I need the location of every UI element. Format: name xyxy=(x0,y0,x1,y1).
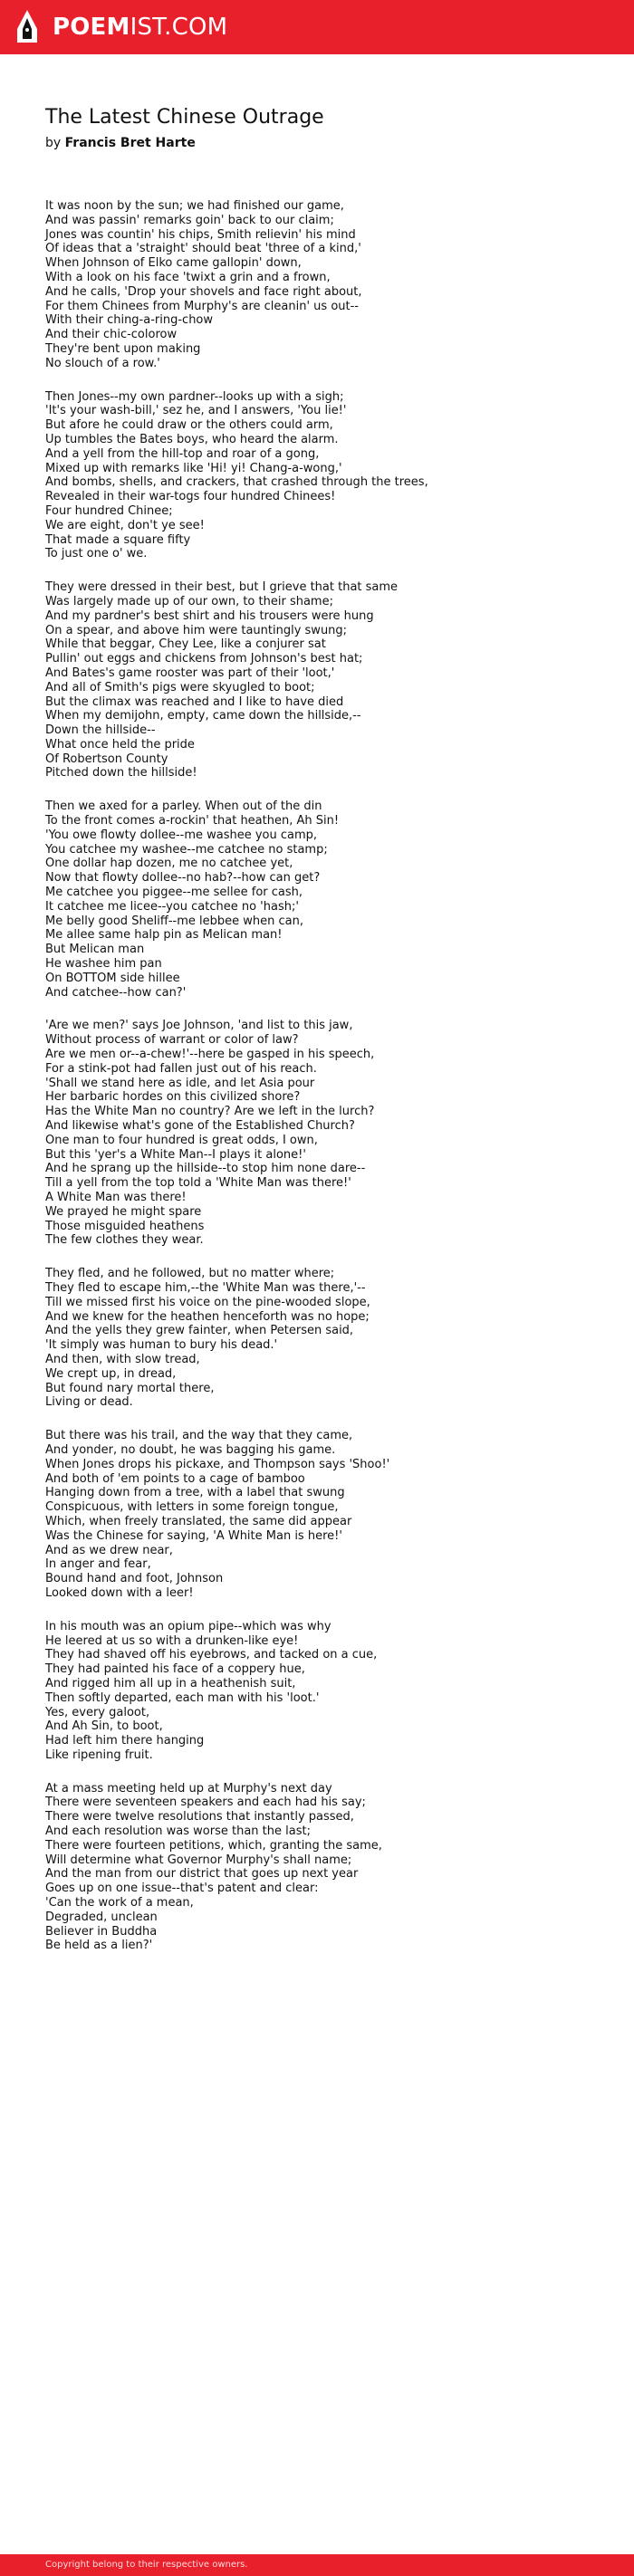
logo-regular-text: IST.COM xyxy=(130,14,228,41)
poem-line: On BOTTOM side hillee xyxy=(45,971,180,985)
poem-line: Degraded, unclean xyxy=(45,1910,158,1924)
poem-line: They had painted his face of a coppery hue, xyxy=(45,1662,305,1677)
poem-line: On a spear, and above him were tauntingly swung; xyxy=(45,623,348,637)
poem-line: And we knew for the heathen henceforth was no hope; xyxy=(45,1309,370,1324)
poem-line: There were fourteen petitions, which, granting the same, xyxy=(45,1838,382,1853)
poem-line: Till we missed first his voice on the pine-wooded slope, xyxy=(45,1295,370,1309)
poem-line: But found nary mortal there, xyxy=(45,1381,215,1395)
poem-line: Yes, every galoot, xyxy=(45,1705,150,1719)
site-logo[interactable] xyxy=(53,13,227,42)
poem-line: The few clothes they wear. xyxy=(45,1233,204,1248)
poem-line: 'It's your wash-bill,' sez he, and I answers, 'You lie!' xyxy=(45,404,347,418)
stanza xyxy=(45,1620,607,1763)
poem-line: Will determine what Governor Murphy's shall name; xyxy=(45,1853,352,1867)
site-header xyxy=(0,0,634,54)
poem-line: We crept up, in dread, xyxy=(45,1366,177,1381)
poem-line: Down the hillside-- xyxy=(45,723,156,738)
pen-nib-icon[interactable] xyxy=(16,9,38,43)
poem-line: They were dressed in their best, but I grieve that that same xyxy=(45,580,399,595)
poem-line: And all of Smith's pigs were skyugled to boot; xyxy=(45,680,315,694)
poem-line: Pullin' out eggs and chickens from Johnson's best hat; xyxy=(45,652,363,666)
poem-body xyxy=(45,199,607,1972)
poem-line: Believer in Buddha xyxy=(45,1924,158,1939)
poem-line: And Ah Sin, to boot, xyxy=(45,1719,163,1734)
poem-line: Bound hand and foot, Johnson xyxy=(45,1572,224,1586)
poem-line: And rigged him all up in a heathenish suit, xyxy=(45,1676,296,1690)
poem-line: He washee him pan xyxy=(45,957,162,972)
poem-line: With a look on his face 'twixt a grin and a frown, xyxy=(45,270,331,284)
poem-line: 'Can the work of a mean, xyxy=(45,1896,194,1910)
poem-line: Be held as a lien?' xyxy=(45,1939,153,1953)
poem-line: It was noon by the sun; we had finished our game, xyxy=(45,199,344,213)
poem-line: Are we men or--a-chew!'--here be gasped in his speech, xyxy=(45,1048,375,1062)
poem-line: And then, with slow tread, xyxy=(45,1352,200,1366)
poem-line: When Johnson of Elko came gallopin' down, xyxy=(45,256,302,271)
poem-line: And bombs, shells, and crackers, that crashed through the trees, xyxy=(45,475,428,490)
poem-line: Had left him there hanging xyxy=(45,1734,205,1748)
poem-line: He leered at us so with a drunken-like eye! xyxy=(45,1633,299,1648)
stanza xyxy=(45,1782,607,1954)
poem-line: But afore he could draw or the others could arm, xyxy=(45,418,333,433)
poem-line: Then softly departed, each man with his 'loot.' xyxy=(45,1690,320,1705)
poem-line: That made a square fifty xyxy=(45,532,191,547)
poem-line: For a stink-pot had fallen just out of his reach. xyxy=(45,1061,317,1076)
by-label: by xyxy=(45,136,62,150)
poem-line: Conspicuous, with letters in some foreign tongue, xyxy=(45,1500,339,1515)
poem-line: Looked down with a leer! xyxy=(45,1585,194,1600)
poem-line: And as we drew near, xyxy=(45,1543,173,1557)
poem-line: Without process of warrant or color of law? xyxy=(45,1033,299,1048)
poem-line: To just one o' we. xyxy=(45,547,148,561)
poem-line: They had shaved off his eyebrows, and tacked on a cue, xyxy=(45,1648,378,1662)
poem-line: A White Man was there! xyxy=(45,1191,187,1204)
poem-line: In his mouth was an opium pipe--which was why xyxy=(45,1619,331,1633)
poem-line: 'Shall we stand here as idle, and let Asia pour xyxy=(45,1076,315,1090)
author-link[interactable]: Francis Bret Harte xyxy=(64,136,196,150)
poem-line: And their chic-colorow xyxy=(45,328,178,342)
byline xyxy=(45,135,196,151)
poem-title: The Latest Chinese Outrage xyxy=(45,106,324,129)
poem-line: Her barbaric hordes on this civilized shore? xyxy=(45,1090,301,1105)
poem-line: Pitched down the hillside! xyxy=(45,766,197,780)
poem-line: And likewise what's gone of the Established Church? xyxy=(45,1119,355,1134)
poem-line: Which, when freely translated, the same did appear xyxy=(45,1514,352,1528)
poem-line: Then Jones--my own pardner--looks up with a sigh; xyxy=(45,389,344,404)
poem-line: Me allee same halp pin as Melican man! xyxy=(45,928,283,943)
poem-line: Revealed in their war-togs four hundred Chinees! xyxy=(45,490,336,504)
poem-line: To the front comes a-rockin' that heathen, Ah Sin! xyxy=(45,814,340,828)
poem-line: Has the White Man no country? Are we left in the lurch? xyxy=(45,1105,375,1119)
stanza xyxy=(45,800,607,1000)
poem-line: And a yell from the hill-top and roar of a gong, xyxy=(45,446,320,461)
poem-line: When Jones drops his pickaxe, and Thompson says 'Shoo!' xyxy=(45,1457,390,1471)
poem-line: Me catchee you piggee--me sellee for cash, xyxy=(45,886,303,900)
stanza xyxy=(45,1267,607,1410)
poem-line: And my pardner's best shirt and his trousers were hung xyxy=(45,608,374,623)
poem-line: One man to four hundred is great odds, I own, xyxy=(45,1133,318,1147)
poem-line: Jones was countin' his chips, Smith relievin' his mind xyxy=(45,227,356,242)
copyright-text: Copyright belong to their respective owners. xyxy=(45,2560,248,2570)
poem-line: But this 'yer's a White Man--I plays it alone!' xyxy=(45,1147,306,1162)
stanza xyxy=(45,199,607,371)
poem-line: Now that flowty dollee--no hab?--how can get? xyxy=(45,871,321,886)
poem-line: What once held the pride xyxy=(45,737,195,752)
stanza xyxy=(45,1429,607,1601)
poem-line: But Melican man xyxy=(45,943,145,957)
poem-line: Me belly good Sheliff--me lebbee when can, xyxy=(45,914,304,928)
poem-line: They fled to escape him,--the 'White Man was there,'-- xyxy=(45,1280,366,1295)
stanza xyxy=(45,1019,607,1248)
poem-line: It catchee me licee--you catchee no 'hash;' xyxy=(45,899,299,914)
poem-line: Was the Chinese for saying, 'A White Man is here!' xyxy=(45,1528,342,1543)
logo-bold-text: POEM xyxy=(53,14,130,41)
poem-line: And Bates's game rooster was part of their 'loot,' xyxy=(45,666,335,680)
poem-line: Then we axed for a parley. When out of the din xyxy=(45,800,322,814)
poem-line: Hanging down from a tree, with a label that swung xyxy=(45,1486,345,1500)
poem-line: Up tumbles the Bates boys, who heard the alarm. xyxy=(45,432,339,446)
poem-line: But there was his trail, and the way that they came, xyxy=(45,1429,353,1443)
poem-line: No slouch of a row.' xyxy=(45,356,160,370)
poem-line: Of ideas that a 'straight' should beat 'three of a kind,' xyxy=(45,242,361,256)
poem-line: In anger and fear, xyxy=(45,1557,151,1572)
poem-line: One dollar hap dozen, me no catchee yet, xyxy=(45,857,293,871)
poem-line: When my demijohn, empty, came down the hillside,-- xyxy=(45,709,361,723)
poem-line: Four hundred Chinee; xyxy=(45,503,173,518)
poem-line: Mixed up with remarks like 'Hi! yi! Chang-a-wong,' xyxy=(45,461,342,475)
poem-line: And he calls, 'Drop your shovels and face right about, xyxy=(45,284,362,299)
poem-line: 'You owe flowty dollee--me washee you camp, xyxy=(45,828,318,842)
poem-line: At a mass meeting held up at Murphy's next day xyxy=(45,1781,332,1796)
poem-line: You catchee my washee--me catchee no stamp; xyxy=(45,842,328,857)
poem-line: They're bent upon making xyxy=(45,341,201,356)
poem-line: 'Are we men?' says Joe Johnson, 'and list to this jaw, xyxy=(45,1019,353,1033)
poem-line: 'It simply was human to bury his dead.' xyxy=(45,1338,278,1353)
poem-line: But the climax was reached and I like to have died xyxy=(45,694,344,709)
poem-line: We are eight, don't ye see! xyxy=(45,518,205,532)
poem-line: Like ripening fruit. xyxy=(45,1748,153,1762)
poem-line: While that beggar, Chey Lee, like a conjurer sat xyxy=(45,637,326,652)
poem-line: Living or dead. xyxy=(45,1395,133,1410)
poem-line: And each resolution was worse than the last; xyxy=(45,1824,311,1839)
site-footer xyxy=(0,2554,634,2576)
poem-line: Of Robertson County xyxy=(45,752,168,766)
stanza xyxy=(45,390,607,562)
poem-line: Till a yell from the top told a 'White Man was there!' xyxy=(45,1176,351,1191)
poem-line: And both of 'em points to a cage of bamboo xyxy=(45,1471,305,1486)
poem-line: We prayed he might spare xyxy=(45,1204,202,1219)
poem-line: There were twelve resolutions that instantly passed, xyxy=(45,1810,354,1824)
poem-line: Those misguided heathens xyxy=(45,1219,205,1233)
poem-line: Was largely made up of our own, to their shame; xyxy=(45,594,333,608)
poem-line: And was passin' remarks goin' back to our claim; xyxy=(45,213,334,227)
poem-line: And the man from our district that goes up next year xyxy=(45,1867,359,1882)
poem-line: And catchee--how can?' xyxy=(45,985,187,1000)
poem-line: There were seventeen speakers and each had his say; xyxy=(45,1796,366,1810)
stanza xyxy=(45,580,607,780)
poem-line: Goes up on one issue--that's patent and clear: xyxy=(45,1882,319,1896)
poem-line: They fled, and he followed, but no matter where; xyxy=(45,1267,335,1281)
poem-line: And the yells they grew fainter, when Petersen said, xyxy=(45,1324,354,1338)
poem-line: For them Chinees from Murphy's are cleanin' us out-- xyxy=(45,299,359,313)
poem-line: And yonder, no doubt, he was bagging his game. xyxy=(45,1442,336,1457)
poem-line: With their ching-a-ring-chow xyxy=(45,313,214,328)
poem-line: And he sprang up the hillside--to stop him none dare-- xyxy=(45,1162,366,1176)
